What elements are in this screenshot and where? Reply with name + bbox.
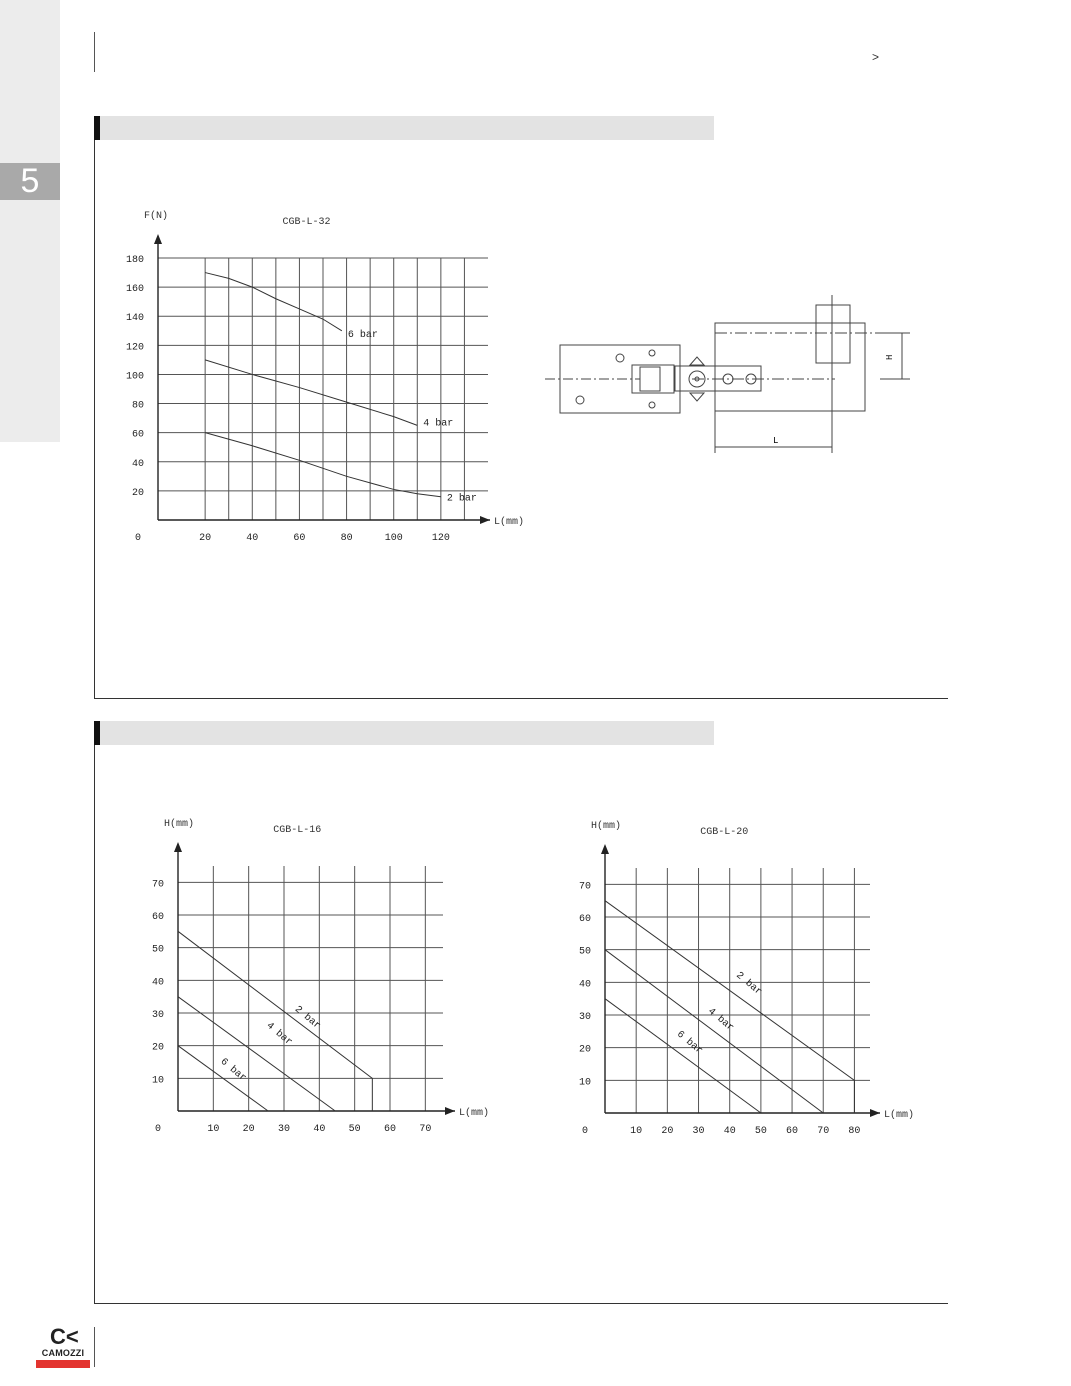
y-tick-label: 60 bbox=[151, 912, 164, 923]
x-tick-label: 100 bbox=[384, 533, 403, 544]
section-bar-1 bbox=[94, 116, 714, 140]
x-tick-label: 40 bbox=[723, 1126, 736, 1137]
x-tick-label: 80 bbox=[848, 1126, 861, 1137]
series-label: 4 bar bbox=[263, 1020, 294, 1049]
x-tick-label: 40 bbox=[313, 1124, 326, 1135]
x-tick-label: 120 bbox=[431, 533, 450, 544]
y-axis-label: F(N) bbox=[144, 211, 169, 222]
x-tick-label: 30 bbox=[692, 1126, 705, 1137]
chart-title: CGB-L-20 bbox=[700, 827, 749, 838]
footer-rule bbox=[94, 1327, 95, 1367]
y-axis-arrow bbox=[154, 234, 162, 244]
y-tick-label: 70 bbox=[578, 881, 591, 893]
chart-title: CGB-L-16 bbox=[273, 825, 322, 836]
chart-cgb-l-32 bbox=[120, 200, 530, 550]
x-tick-label: 10 bbox=[630, 1126, 643, 1137]
x-tick-label: 60 bbox=[383, 1124, 397, 1135]
x-tick-label: 50 bbox=[754, 1126, 767, 1137]
series-label: 4 bar bbox=[705, 1006, 736, 1035]
x-tick-label: 20 bbox=[242, 1124, 255, 1135]
x-tick-label: 0 bbox=[154, 1124, 162, 1135]
series-6-bar bbox=[178, 931, 372, 1111]
y-tick-label: 50 bbox=[578, 946, 591, 958]
y-tick-label: 20 bbox=[151, 1042, 164, 1054]
series-label: 6 bar bbox=[347, 329, 378, 341]
y-tick-label: 50 bbox=[151, 944, 164, 956]
y-axis-arrow bbox=[601, 844, 609, 854]
logo-bar bbox=[36, 1360, 90, 1368]
y-tick-label: 60 bbox=[578, 914, 591, 925]
y-tick-label: 30 bbox=[151, 1010, 164, 1021]
x-tick-label: 20 bbox=[199, 533, 212, 544]
finger-plate bbox=[715, 323, 865, 411]
x-tick-label: 50 bbox=[348, 1124, 361, 1135]
header-rule bbox=[94, 32, 95, 72]
y-tick-label: 10 bbox=[578, 1077, 591, 1089]
y-tick-label: 100 bbox=[125, 371, 144, 383]
finger-tip bbox=[816, 305, 850, 363]
x-tick-label: 60 bbox=[293, 533, 306, 544]
x-axis-arrow bbox=[445, 1107, 455, 1115]
y-tick-label: 120 bbox=[125, 342, 144, 354]
x-tick-label: 70 bbox=[817, 1126, 830, 1137]
x-axis-label: L(mm) bbox=[459, 1108, 490, 1119]
y-tick-label: 40 bbox=[578, 979, 591, 991]
header-arrow: > bbox=[872, 50, 880, 64]
x-axis-label: L(mm) bbox=[884, 1110, 915, 1121]
logo-text: CAMOZZI bbox=[41, 1348, 85, 1358]
y-tick-label: 20 bbox=[578, 1044, 591, 1056]
y-tick-label: 160 bbox=[125, 284, 144, 296]
y-tick-label: 20 bbox=[131, 487, 144, 499]
x-axis-arrow bbox=[480, 516, 490, 524]
y-tick-label: 140 bbox=[125, 313, 144, 325]
series-label: 2 bar bbox=[446, 493, 477, 505]
y-tick-label: 40 bbox=[151, 977, 164, 989]
gripper-diagram bbox=[540, 295, 920, 460]
grid bbox=[605, 868, 870, 1113]
y-axis-label: H(mm) bbox=[591, 821, 622, 832]
x-tick-label: 40 bbox=[246, 533, 259, 544]
side-strip bbox=[0, 0, 60, 442]
logo-mark: C< bbox=[50, 1324, 79, 1349]
x-tick-label: 60 bbox=[786, 1126, 799, 1137]
chart-cgb-l-20 bbox=[565, 800, 935, 1145]
y-tick-label: 60 bbox=[131, 429, 144, 441]
series-label: 6 bar bbox=[674, 1029, 705, 1057]
y-tick-label: 70 bbox=[151, 879, 164, 891]
chart-title: CGB-L-32 bbox=[282, 217, 331, 228]
series-4-bar bbox=[605, 950, 823, 1113]
section-bar-2 bbox=[94, 721, 714, 745]
series-2-bar bbox=[605, 999, 761, 1113]
y-tick-label: 30 bbox=[578, 1012, 591, 1023]
series-label: 4 bar bbox=[423, 418, 454, 430]
dim-h-label: H bbox=[885, 354, 895, 360]
x-axis-arrow bbox=[870, 1109, 880, 1117]
y-axis-label: H(mm) bbox=[164, 819, 195, 830]
y-tick-label: 180 bbox=[125, 255, 144, 266]
series-label: 2 bar bbox=[733, 970, 764, 999]
x-tick-label: 30 bbox=[277, 1124, 291, 1135]
y-tick-label: 80 bbox=[131, 400, 144, 412]
x-tick-label: 80 bbox=[340, 533, 353, 544]
series-label: 2 bar bbox=[292, 1004, 323, 1033]
grid bbox=[158, 258, 488, 520]
series-6-bar bbox=[205, 273, 342, 331]
x-tick-label: 70 bbox=[419, 1124, 432, 1135]
series-4-bar bbox=[205, 360, 417, 426]
x-tick-label: 0 bbox=[134, 533, 142, 544]
x-axis-label: L(mm) bbox=[494, 517, 525, 528]
x-tick-label: 10 bbox=[207, 1124, 220, 1135]
chapter-tab: 5 bbox=[0, 163, 60, 200]
y-axis-arrow bbox=[174, 842, 182, 852]
chart-cgb-l-16 bbox=[140, 800, 510, 1145]
x-tick-label: 20 bbox=[661, 1126, 674, 1137]
dim-l-label: L bbox=[773, 436, 779, 446]
camozzi-logo bbox=[36, 1326, 90, 1370]
y-tick-label: 40 bbox=[131, 458, 144, 470]
series-label: 6 bar bbox=[217, 1056, 248, 1085]
y-tick-label: 10 bbox=[151, 1075, 164, 1087]
x-tick-label: 0 bbox=[581, 1126, 589, 1137]
